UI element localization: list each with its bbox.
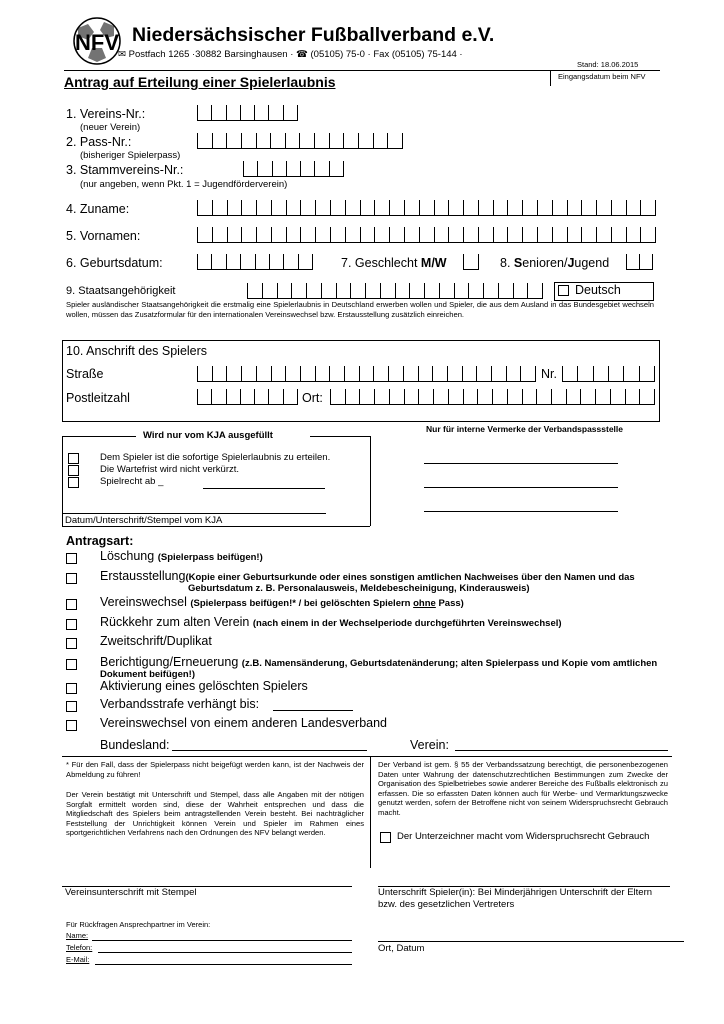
eingang-label: Eingangsdatum beim NFV [558,72,646,81]
intern-line-2[interactable] [424,487,618,488]
header-rule [64,70,660,71]
stamm-nr-input[interactable] [243,161,344,177]
verbandsstrafe-label: Verbandsstrafe verhängt bis: [100,697,260,711]
zweitschrift-label: Zweitschrift/Duplikat [100,634,212,648]
bisheriger-hint: (bisheriger Spielerpass) [80,150,181,161]
pass-nr-input[interactable] [197,133,403,149]
email-field[interactable] [95,964,352,965]
verein-label: Verein: [410,738,449,752]
spieler-sign-label-2: bzw. des gesetzlichen Vertreters [378,899,515,910]
nr-input[interactable] [562,366,655,382]
vornamen-label: 5. Vornamen: [66,229,141,243]
kja-opt2-label: Die Wartefrist wird nicht verkürzt. [100,464,240,475]
stand-date: Stand: 18.06.2015 [577,60,639,69]
bundesland-field[interactable] [172,750,367,751]
aktivierung-checkbox[interactable] [66,683,77,694]
intern-title: Nur für interne Vermerke der Verbandspassstelle [426,424,624,434]
kja-opt3-checkbox[interactable] [68,477,79,488]
kja-sign-label: Datum/Unterschrift/Stempel vom KJA [65,515,223,526]
rueckfragen-label: Für Rückfragen Ansprechpartner im Verein: [66,920,211,929]
pass-nr-label: 2. Pass-Nr.: [66,135,132,149]
form-title: Antrag auf Erteilung einer Spielerlaubnis [64,74,336,90]
rueckkehr-label: Rückkehr zum alten Verein (nach einem in der Wechselperiode durchgeführten Vereinswechsel) [100,615,562,629]
ort-label: Ort: [302,391,323,405]
staats-note: Spieler ausländischer Staatsangehörigkeit die erstmalig eine Spielerlaubnis in Deutschland erwerben wollen und Spieler, die aus dem Ausland in das Bundesgebiet wechseln wollen, müssen das Zusatzformular für den internationalen Vereinswechsel bzw. Erstausstellung zusätzlich einreichen. [66,300,654,319]
name-field[interactable] [92,940,352,941]
rueckkehr-checkbox[interactable] [66,619,77,630]
deutsch-checkbox[interactable] [558,285,569,296]
senioren-label: 8. Senioren/Jugend [500,256,610,270]
stamm-hint: (nur angeben, wenn Pkt. 1 = Jugendförderverein) [80,179,288,190]
kja-box-right [370,436,371,526]
intern-line-3[interactable] [424,511,618,512]
staats-input[interactable] [247,283,543,299]
kja-box-bottom [62,526,370,527]
kja-opt1-label: Dem Spieler ist die sofortige Spielerlaubnis zu erteilen. [100,452,331,463]
telefon-field[interactable] [98,952,352,953]
address-line: ✉ Postfach 1265 ·30882 Barsinghausen · ☎ (05105) 75-0 · Fax (05105) 75-144 · [118,49,463,60]
kja-sign-line[interactable] [62,513,326,514]
zweitschrift-checkbox[interactable] [66,638,77,649]
strasse-label: Straße [66,367,104,381]
vereins-nr-input[interactable] [197,105,298,121]
senioren-input[interactable] [626,254,653,270]
landesverband-label: Vereinswechsel von einem anderen Landesverband [100,716,387,730]
zuname-label: 4. Zuname: [66,202,130,216]
logo-text: NFV [75,30,119,55]
phone-icon: ☎ [296,49,308,60]
spieler-sign-label-1: Unterschrift Spieler(in): Bei Minderjährigen Unterschrift der Eltern [378,887,653,898]
verein-field[interactable] [455,750,668,751]
kja-opt3-label: Spielrecht ab _ [100,476,164,487]
footer-top-rule [62,756,672,757]
ort-datum-line[interactable] [378,941,684,942]
berichtigung-checkbox[interactable] [66,659,77,670]
erstausstellung-note2: Geburtsdatum z. B. Personalausweis, Meldebescheinigung, Kinderausweis) [188,583,530,594]
kja-rule-right [310,436,370,437]
intern-line-1[interactable] [424,463,618,464]
berichtigung-note2: Dokument beifügen!) [100,669,195,680]
left-note-1: * Für den Fall, dass der Spielerpass nicht beigefügt werden kann, ist der Nachweis der Abmeldung zu führen! [66,760,364,779]
right-note: Der Verband ist gem. § 55 der Verbandssatzung berechtigt, die personenbezogenen Daten unter Wahrung der datenschutzrechtlichen Bestimmungen zum Zwecke der Organisation des Spielbetriebes sowie anderer Bereiche des Fußballs elektronisch zu erfassen. Die so erfassten Daten können auch für Werbe- und Vermarktungszwecke genutzt werden, sofern der Betroffene nicht von seinem Widerspruchsrecht Gebrauch macht. [378,760,668,817]
strasse-input[interactable] [197,366,536,382]
antragsart-heading: Antragsart: [66,534,134,548]
telefon-label: Telefon: [66,943,93,952]
widerspruch-label: Der Unterzeichner macht vom Widerspruchsrecht Gebrauch [397,831,650,842]
nr-label: Nr. [541,367,557,381]
neuer-verein-hint: (neuer Verein) [80,122,141,133]
vereins-nr-label: 1. Vereins-Nr.: [66,107,146,121]
erstausstellung-label: Erstausstellung(Kopie einer Geburtsurkunde oder eines sonstigen amtlichen Nachweises über den Namen und das [100,569,635,583]
plz-label: Postleitzahl [66,391,130,405]
spielrecht-ab-field[interactable] [203,488,325,489]
verbandsstrafe-field[interactable] [273,710,353,711]
kja-opt1-checkbox[interactable] [68,453,79,464]
staats-label: 9. Staatsangehörigkeit [66,285,176,297]
verbandsstrafe-checkbox[interactable] [66,701,77,712]
geschlecht-label: 7. Geschlecht M/W [341,256,447,270]
kja-title: Wird nur vom KJA ausgefüllt [143,430,273,441]
vornamen-input[interactable] [197,227,656,243]
berichtigung-label: Berichtigung/Erneuerung (z.B. Namensänderung, Geburtsdatenänderung; alten Spielerpass und Kopie vom amtlichen [100,655,658,669]
vereinswechsel-label: Vereinswechsel (Spielerpass beifügen!* / bei gelöschten Spielern ohne Pass) [100,595,464,609]
zuname-input[interactable] [197,200,656,216]
stamm-nr-label: 3. Stammvereins-Nr.: [66,163,184,177]
geburtsdatum-label: 6. Geburtsdatum: [66,256,163,270]
footer-divider [370,756,371,868]
deutsch-label: Deutsch [575,283,621,297]
mail-icon: ✉ [118,49,126,60]
vereins-sign-label: Vereinsunterschrift mit Stempel [65,887,197,898]
kja-rule-left [62,436,136,437]
ort-input[interactable] [330,389,655,405]
email-label: E-Mail: [66,955,90,964]
widerspruch-checkbox[interactable] [380,832,391,843]
org-name: Niedersächsischer Fußballverband e.V. [132,24,495,46]
name-label: Name: [66,931,89,940]
kja-opt2-checkbox[interactable] [68,465,79,476]
erstausstellung-checkbox[interactable] [66,573,77,584]
loeschung-label: Löschung (Spielerpass beifügen!) [100,549,263,563]
geburtsdatum-input[interactable] [197,254,313,270]
vereinswechsel-checkbox[interactable] [66,599,77,610]
eingang-box-line [550,70,551,86]
plz-input[interactable] [197,389,298,405]
ort-datum-label: Ort, Datum [378,943,425,954]
aktivierung-label: Aktivierung eines gelöschten Spielers [100,679,308,693]
bundesland-label: Bundesland: [100,738,170,752]
left-note-2: Der Verein bestätigt mit Unterschrift und Stempel, dass alle Angaben mit der nötigen Sorgfalt ermittelt worden sind, diese der Wahrheit entsprechen und dass die Mitgliedschaft des Spielers beim antragstellenden Verein besteht. Bei nachträglicher Feststellung der Unrichtigkeit können Verein und Spieler im Rahmen eines sportgerichtlichen Verfahrens nach den Ordnungen des NFV belangt werden. [66,790,364,838]
geschlecht-input[interactable] [463,254,479,270]
loeschung-checkbox[interactable] [66,553,77,564]
landesverband-checkbox[interactable] [66,720,77,731]
anschrift-label: 10. Anschrift des Spielers [66,344,208,358]
